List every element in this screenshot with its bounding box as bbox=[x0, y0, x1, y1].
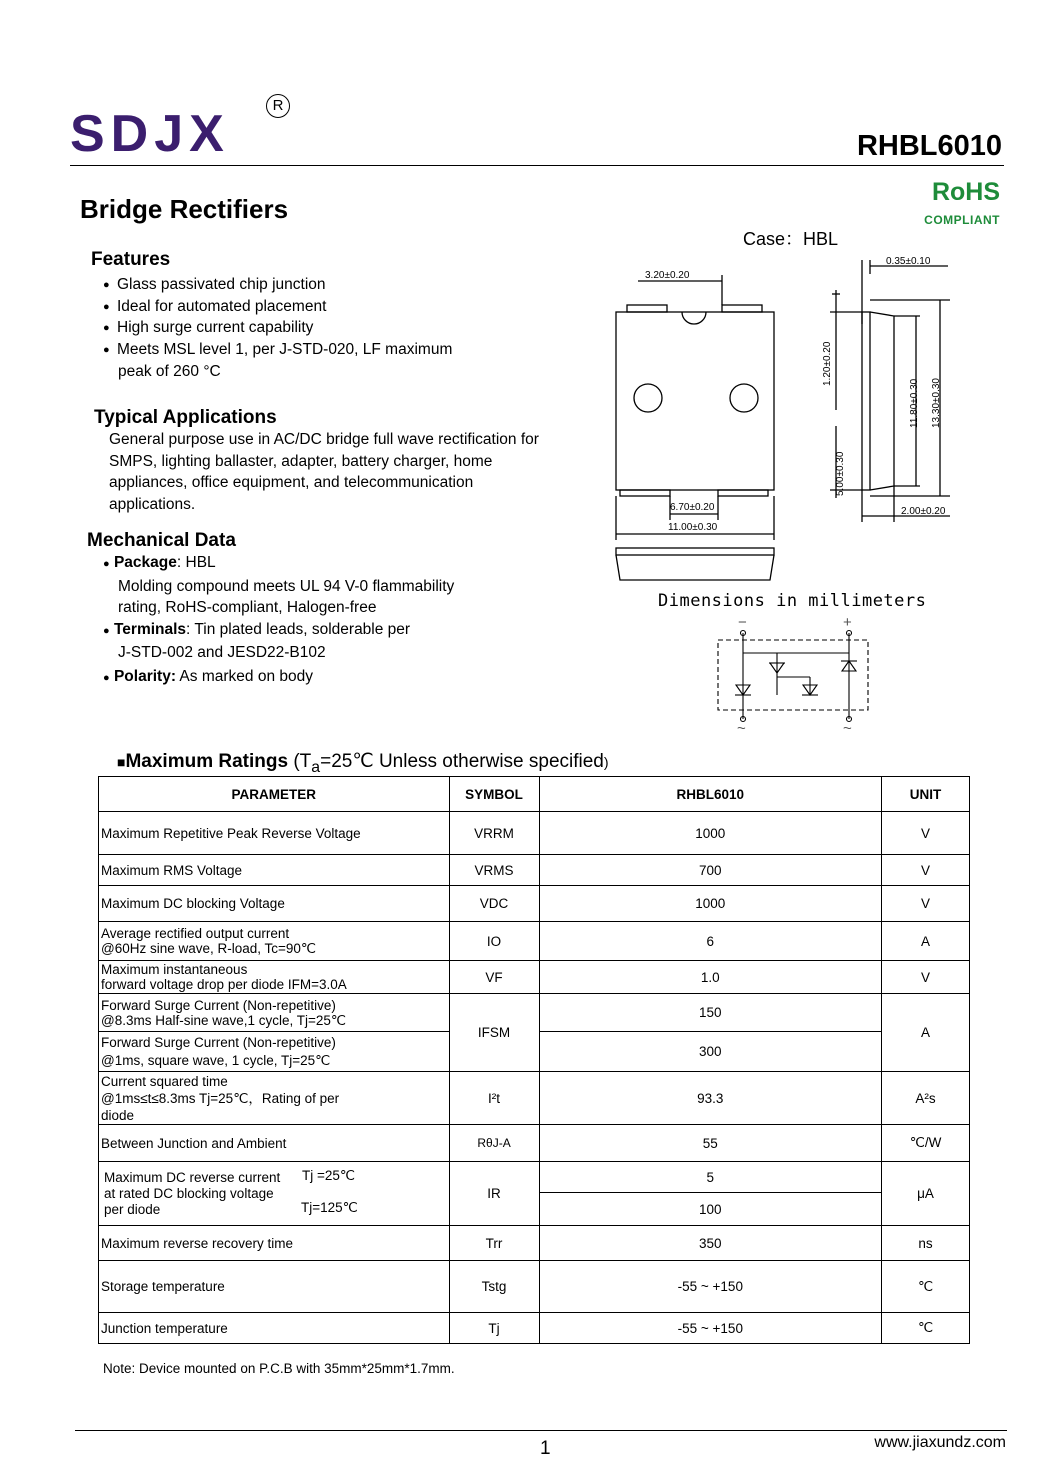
dim-label: 6.70±0.20 bbox=[670, 502, 715, 513]
table-row: Junction temperature Tj -55 ~ +150 ℃ bbox=[99, 1313, 970, 1344]
table-row: Forward Surge Current (Non-repetitive) @8.3ms Half-sine wave,1 cycle, Tj=25℃ IFSM 150 A bbox=[99, 994, 970, 1032]
dim-label: 13.30±0.30 bbox=[931, 378, 942, 428]
list-item: ● Ideal for automated placement bbox=[103, 296, 523, 318]
page-title: Bridge Rectifiers bbox=[80, 194, 289, 224]
brand-logo: SDJX bbox=[70, 105, 230, 163]
dim-label: 11.00±0.30 bbox=[668, 522, 718, 533]
features-list bbox=[103, 274, 523, 360]
list-item: ● Glass passivated chip junction bbox=[103, 274, 523, 296]
table-row: Between Junction and Ambient RθJ-A 55 ℃/W bbox=[99, 1125, 970, 1162]
applications-text: General purpose use in AC/DC bridge full wave rectification for SMPS, lighting ballaster, adapter, battery charger, home appliances, office equipment, and telecommunication applications. bbox=[109, 431, 539, 513]
dim-label: 5.00±0.30 bbox=[835, 451, 846, 496]
table-row: Storage temperature Tstg -55 ~ +150 ℃ bbox=[99, 1261, 970, 1313]
table-row: Maximum RMS Voltage VRMS 700 V bbox=[99, 855, 970, 886]
features-item-continuation: peak of 260 °C bbox=[118, 363, 221, 380]
package-outline-drawing bbox=[600, 250, 980, 590]
table-row: Maximum instantaneous forward voltage drop per diode IFM=3.0A VF 1.0 V bbox=[99, 961, 970, 994]
header-divider bbox=[70, 165, 1004, 166]
table-row: Maximum DC blocking Voltage VDC 1000 V bbox=[99, 886, 970, 922]
list-item: ● High surge current capability bbox=[103, 317, 523, 339]
page-number: 1 bbox=[540, 1438, 551, 1459]
case-label: Case：HBL bbox=[743, 229, 839, 249]
features-heading: Features bbox=[91, 249, 171, 270]
dimensions-caption: Dimensions in millimeters bbox=[658, 591, 927, 611]
minus-terminal-label: − bbox=[738, 615, 747, 631]
plus-terminal-label: + bbox=[843, 615, 852, 631]
footnote: Note: Device mounted on P.C.B with 35mm*25mm*1.7mm. bbox=[103, 1361, 455, 1376]
ratings-title: ■Maximum Ratings ($T_a=25℃$ Unless otherwise specified) bbox=[117, 751, 609, 776]
footer-divider bbox=[75, 1430, 1007, 1431]
bridge-circuit-symbol bbox=[712, 615, 882, 735]
dim-label: 3.20±0.20 bbox=[645, 270, 690, 281]
rohs-compliant-label: COMPLIANT bbox=[924, 213, 1000, 227]
mechanical-heading: Mechanical Data bbox=[87, 530, 236, 551]
ratings-table bbox=[98, 776, 970, 1344]
table-header-row: PARAMETER SYMBOL RHBL6010 UNIT bbox=[99, 777, 970, 812]
table-row: Current squared time @1ms≤t≤8.3ms Tj=25℃，Rating of per diode I²t 93.3 A²s bbox=[99, 1072, 970, 1125]
ac-terminal-label: ~ bbox=[737, 720, 746, 735]
dim-label: 11.80±0.30 bbox=[909, 378, 920, 428]
table-row: Forward Surge Current (Non-repetitive) @1ms, square wave, 1 cycle, Tj=25℃ 300 bbox=[99, 1032, 970, 1072]
dim-label: 0.35±0.10 bbox=[886, 256, 931, 267]
applications-heading: Typical Applications bbox=[94, 407, 277, 428]
table-row: 100 bbox=[99, 1193, 970, 1226]
registered-mark: R bbox=[266, 94, 290, 118]
dim-label: 1.20±0.20 bbox=[822, 341, 833, 386]
table-row: Maximum Repetitive Peak Reverse Voltage VRRM 1000 V bbox=[99, 812, 970, 855]
mechanical-list: ● Package: HBL Molding compound meets UL 94 V-0 flammability rating, RoHS-compliant, Halogen-free ● Terminals: Tin plated leads, solderable per J-STD-002 and JESD22-B102 ● Polarity: As marked on body bbox=[103, 554, 455, 685]
footer-website-link[interactable]: www.jiaxundz.com bbox=[874, 1434, 1006, 1451]
ac-terminal-label: ~ bbox=[843, 720, 852, 735]
part-number: RHBL6010 bbox=[856, 130, 1002, 162]
table-row: Average rectified output current @60Hz sine wave, R-load, Tc=90℃ IO 6 A bbox=[99, 922, 970, 961]
rohs-badge: RoHS bbox=[931, 178, 1000, 206]
list-item: ● Meets MSL level 1, per J-STD-020, LF maximum bbox=[103, 339, 523, 361]
table-row: Maximum DC reverse current at rated DC blocking voltage per diode Tj =25℃ Tj=125℃ IR 5 μA bbox=[99, 1162, 970, 1193]
dim-label: 2.00±0.20 bbox=[901, 506, 946, 517]
table-row: Maximum reverse recovery time Trr 350 ns bbox=[99, 1226, 970, 1261]
